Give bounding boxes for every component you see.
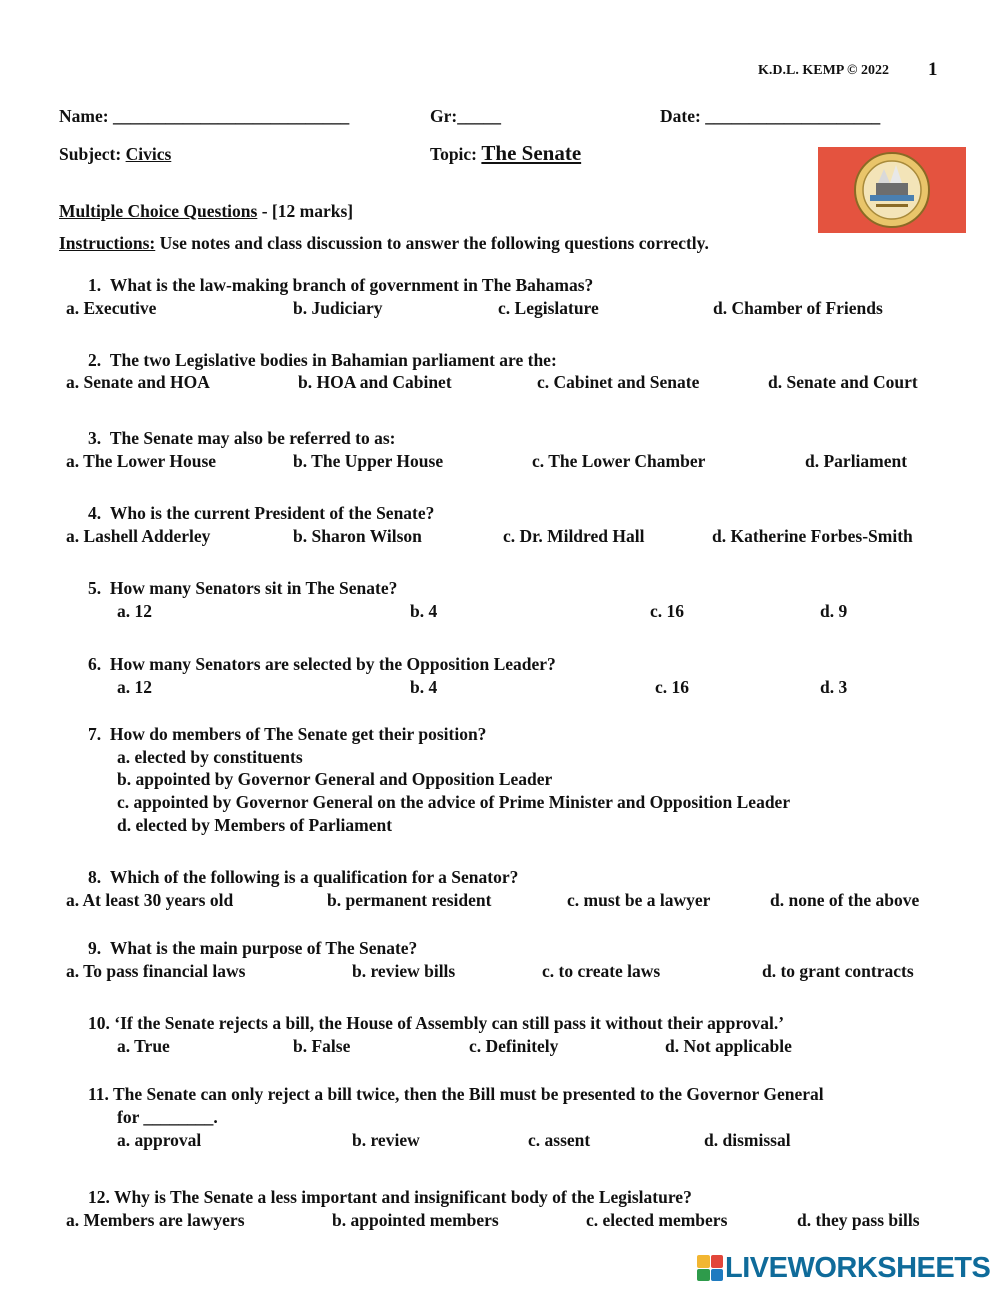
date-blank[interactable]: ____________________: [705, 106, 881, 126]
option[interactable]: a. Executive: [66, 298, 157, 318]
option[interactable]: b. appointed members: [332, 1210, 499, 1230]
subject-value: Civics: [125, 144, 172, 164]
topic-label: Topic:: [430, 144, 478, 164]
option[interactable]: a. Members are lawyers: [66, 1210, 245, 1230]
option[interactable]: c. 16: [655, 677, 690, 697]
date-field: [660, 106, 880, 127]
grade-field: [430, 106, 501, 127]
option[interactable]: b. HOA and Cabinet: [298, 372, 452, 392]
option[interactable]: d. Parliament: [805, 451, 908, 471]
question-5: 5. How many Senators sit in The Senate?: [88, 578, 398, 598]
option[interactable]: a. 12: [117, 601, 152, 621]
option[interactable]: c. must be a lawyer: [567, 890, 711, 910]
option[interactable]: a. To pass financial laws: [66, 961, 246, 981]
option[interactable]: b. 4: [410, 601, 438, 621]
instructions-text: Use notes and class discussion to answer the following questions correctly.: [155, 233, 709, 253]
option[interactable]: a. The Lower House: [66, 451, 217, 471]
question-12: 12. Why is The Senate a less important and insignificant body of the Legislature?: [88, 1187, 692, 1207]
name-field: [59, 106, 349, 127]
date-label: Date:: [660, 106, 701, 126]
question-8: 8. Which of the following is a qualification for a Senator?: [88, 867, 519, 887]
option[interactable]: b. Sharon Wilson: [293, 526, 422, 546]
page-number: 1: [928, 59, 938, 80]
instructions: [59, 233, 709, 254]
name-blank[interactable]: ___________________________: [112, 106, 350, 126]
question-9: 9. What is the main purpose of The Senate?: [88, 938, 418, 958]
option[interactable]: b. review bills: [352, 961, 456, 981]
liveworksheets-brand[interactable]: [697, 1252, 990, 1284]
option[interactable]: a. elected by constituents: [117, 747, 303, 767]
question-1: 1. What is the law-making branch of government in The Bahamas?: [88, 275, 594, 295]
section-title: Multiple Choice Questions: [59, 201, 258, 221]
option[interactable]: d. 9: [820, 601, 848, 621]
instructions-label: Instructions:: [59, 233, 156, 253]
option[interactable]: b. Judiciary: [293, 298, 383, 318]
option[interactable]: d. Not applicable: [665, 1036, 792, 1056]
option[interactable]: d. they pass bills: [797, 1210, 920, 1230]
option[interactable]: b. The Upper House: [293, 451, 444, 471]
grade-blank[interactable]: _____: [457, 106, 501, 126]
option[interactable]: a. Senate and HOA: [66, 372, 210, 392]
option[interactable]: d. none of the above: [770, 890, 920, 910]
question-10: 10. ‘If the Senate rejects a bill, the House of Assembly can still pass it without their approval.’: [88, 1013, 785, 1033]
option[interactable]: b. review: [352, 1130, 420, 1150]
topic-field: [430, 141, 581, 166]
subject-label: Subject:: [59, 144, 122, 164]
subject-field: [59, 144, 171, 165]
option[interactable]: a. At least 30 years old: [66, 890, 234, 910]
option[interactable]: d. dismissal: [704, 1130, 791, 1150]
question-11: 11. The Senate can only reject a bill twice, then the Bill must be presented to the Governor General: [88, 1084, 824, 1104]
option[interactable]: a. Lashell Adderley: [66, 526, 211, 546]
copyright-notice: K.D.L. KEMP © 2022: [758, 63, 890, 78]
option[interactable]: d. elected by Members of Parliament: [117, 815, 393, 835]
option[interactable]: c. Cabinet and Senate: [537, 372, 700, 392]
option[interactable]: d. Katherine Forbes-Smith: [712, 526, 913, 546]
option[interactable]: d. 3: [820, 677, 848, 697]
option[interactable]: c. 16: [650, 601, 685, 621]
option[interactable]: d. Senate and Court: [768, 372, 918, 392]
option[interactable]: b. 4: [410, 677, 438, 697]
section-marks: - [12 marks]: [257, 201, 354, 221]
seal-icon: [818, 147, 966, 233]
option[interactable]: c. Definitely: [469, 1036, 559, 1056]
option[interactable]: c. The Lower Chamber: [532, 451, 706, 471]
option[interactable]: b. permanent resident: [327, 890, 492, 910]
question-7: 7. How do members of The Senate get their position?: [88, 724, 487, 744]
option[interactable]: a. True: [117, 1036, 170, 1056]
option[interactable]: c. to create laws: [542, 961, 661, 981]
option[interactable]: a. 12: [117, 677, 152, 697]
topic-value: The Senate: [481, 141, 582, 165]
liveworksheets-logo-icon: [697, 1255, 723, 1281]
name-label: Name:: [59, 106, 109, 126]
question-6: 6. How many Senators are selected by the Opposition Leader?: [88, 654, 556, 674]
option[interactable]: b. appointed by Governor General and Opposition Leader: [117, 769, 553, 789]
option[interactable]: c. appointed by Governor General on the advice of Prime Minister and Opposition Leader: [117, 792, 791, 812]
question-3: 3. The Senate may also be referred to as:: [88, 428, 396, 448]
option[interactable]: c. elected members: [586, 1210, 728, 1230]
grade-label: Gr:: [430, 106, 458, 126]
question-11-line2: for ________.: [117, 1107, 218, 1127]
option[interactable]: a. approval: [117, 1130, 202, 1150]
senate-seal-logo: [818, 147, 966, 233]
option[interactable]: c. assent: [528, 1130, 591, 1150]
question-2: 2. The two Legislative bodies in Bahamian parliament are the:: [88, 350, 557, 370]
brand-text: LIVEWORKSHEETS: [725, 1251, 991, 1284]
option[interactable]: c. Legislature: [498, 298, 599, 318]
option[interactable]: d. to grant contracts: [762, 961, 914, 981]
option[interactable]: c. Dr. Mildred Hall: [503, 526, 645, 546]
section-heading: [59, 201, 353, 222]
question-4: 4. Who is the current President of the Senate?: [88, 503, 435, 523]
option[interactable]: d. Chamber of Friends: [713, 298, 883, 318]
option[interactable]: b. False: [293, 1036, 351, 1056]
